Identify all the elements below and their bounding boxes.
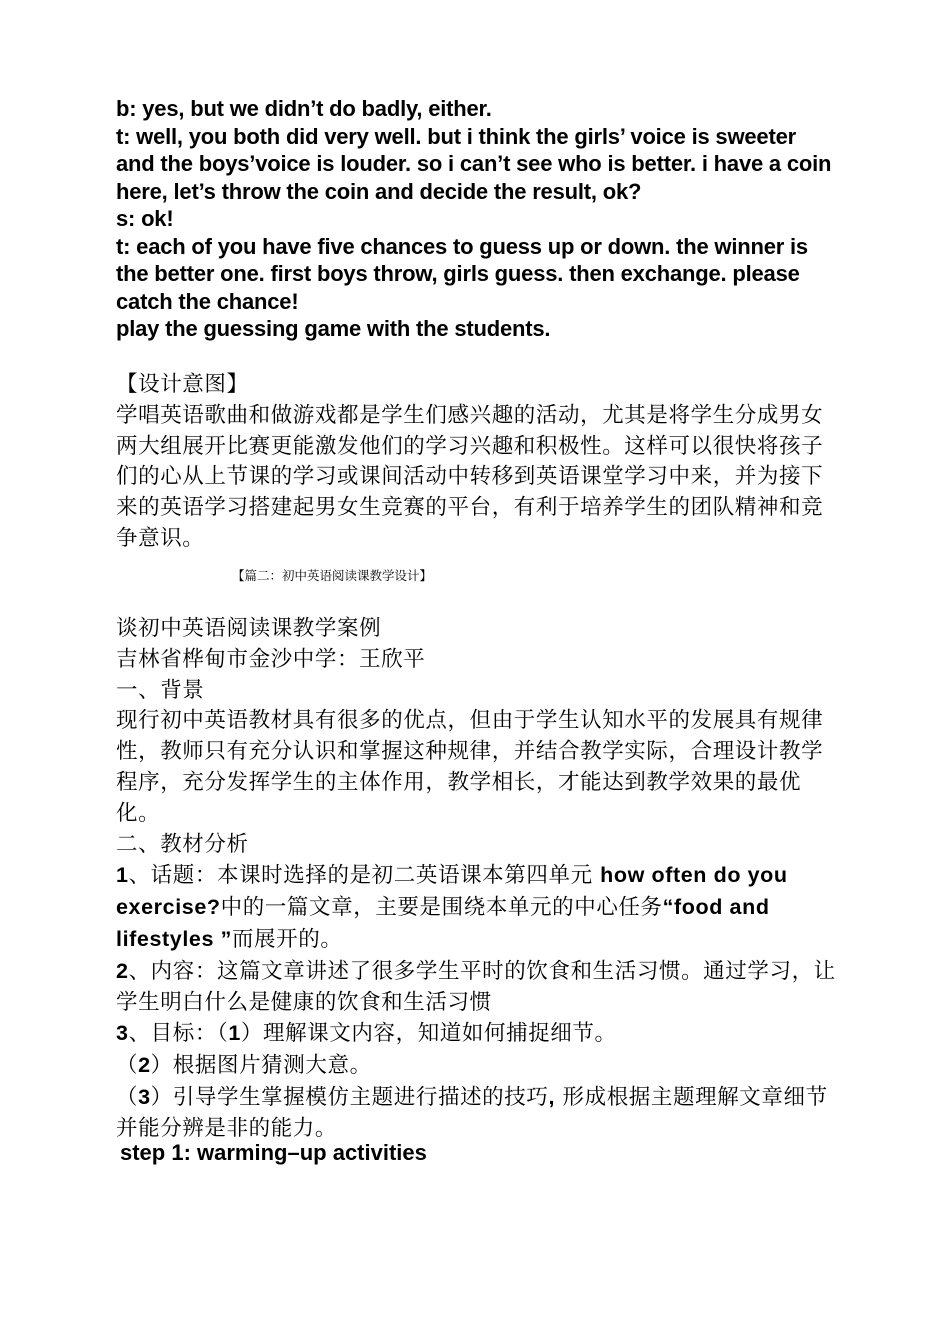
goal-two xyxy=(116,1050,836,1082)
goal-number: 2 xyxy=(138,1053,151,1078)
goal-number: 3 xyxy=(138,1084,151,1109)
item-text: 、内容：这篇文章讲述了很多学生平时的饮食和生活习惯。通过学习，让学生明白什么是健康的饮食和生活习惯 xyxy=(116,958,836,1015)
goal-paren: （ xyxy=(116,1053,139,1079)
item-text: ）理解课文内容，知道如何捕捉细节。 xyxy=(240,1021,617,1047)
dialogue-line: t: each of you have five chances to guess up or down. the winner is the better one. first boys throw, girls guess. then exchange. please catch the chance! xyxy=(116,233,808,314)
dialogue-line: play the guessing game with the students. xyxy=(116,316,551,341)
article-title: 谈初中英语阅读课教学案例 xyxy=(116,616,382,641)
analysis-item-content xyxy=(116,956,836,1019)
analysis-item-topic xyxy=(116,860,836,955)
dialogue-line: s: ok! xyxy=(116,206,174,231)
item-english: how often do you exercise? xyxy=(116,863,788,920)
item-text: 而展开的。 xyxy=(231,926,343,952)
english-dialogue xyxy=(116,95,836,343)
background-heading: 一、背景 xyxy=(116,677,205,703)
goal-three xyxy=(116,1082,836,1145)
analysis-heading: 二、教材分析 xyxy=(116,831,249,857)
design-intent-body: 学唱英语歌曲和做游戏都是学生们感兴趣的活动，尤其是将学生分成男女两大组展开比赛更能激发他们的学习兴趣和积极性。这样可以很快将孩子们的心从上节课的学习或课间活动中转移到英语课堂学习中来，并为接下来的英语学习搭建起男女生竞赛的平台，有利于培养学生的团队精神和竞争意识。 xyxy=(116,402,824,551)
goal-text: ）引导学生掌握模仿主题进行描述的技巧 xyxy=(150,1084,549,1110)
article-body xyxy=(116,614,836,1145)
item-english: “food and lifestyles ” xyxy=(116,895,770,951)
item-number: 3 xyxy=(116,1021,129,1046)
analysis-item-goals xyxy=(116,1018,836,1050)
design-intent-section xyxy=(116,370,836,555)
step-heading: step 1: warming–up activities xyxy=(120,1140,427,1165)
goal-comma: , xyxy=(548,1084,556,1109)
goal-text: 形成根据主题理解文章细节并能分辨是非的能力。 xyxy=(116,1084,828,1141)
item-number: 2 xyxy=(116,958,129,983)
design-intent-heading: 【设计意图】 xyxy=(116,372,249,397)
section-caption: 【篇二：初中英语阅读课教学设计】 xyxy=(232,568,433,583)
item-number: 1 xyxy=(116,863,129,888)
goal-text: ）根据图片猜测大意。 xyxy=(150,1053,372,1079)
item-text: 、话题：本课时选择的是初二英语课本第四单元 xyxy=(128,863,601,889)
item-text: 中的一篇文章，主要是围绕本单元的中心任务 xyxy=(220,895,663,921)
background-body: 现行初中英语教材具有很多的优点，但由于学生认知水平的发展具有规律性，教师只有充分认识和掌握这种规律，并结合教学实际，合理设计教学程序，充分发挥学生的主体作用，教学相长，才能达到教学效果的最优化。 xyxy=(116,708,824,826)
article-author: 吉林省桦甸市金沙中学：王欣平 xyxy=(116,646,426,672)
dialogue-line: b: yes, but we didn’t do badly, either. xyxy=(116,96,492,121)
goal-number: 1 xyxy=(228,1021,241,1046)
goal-paren: （ xyxy=(116,1084,139,1110)
item-text: 、目标：（ xyxy=(128,1021,229,1047)
dialogue-line: t: well, you both did very well. but i think the girls’ voice is sweeter and the boys’voice is louder. so i can’t see who is better. i have a coin here, let’s throw the coin and decide the result, ok? xyxy=(116,123,832,204)
